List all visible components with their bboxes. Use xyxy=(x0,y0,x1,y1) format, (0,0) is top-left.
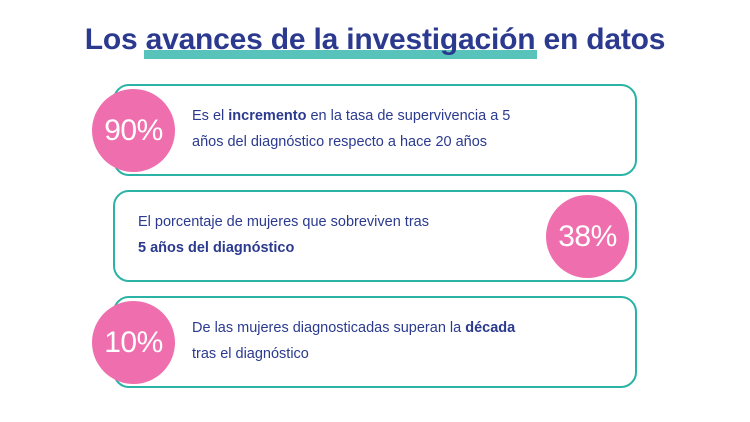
stat-card-1-line1-pre: Es el xyxy=(192,108,229,124)
stat-badge-2-value: 38% xyxy=(558,219,617,253)
stat-card-3-line2: tras el diagnóstico xyxy=(192,346,309,362)
stat-badge-1 xyxy=(92,89,175,172)
stat-card-2-text xyxy=(138,209,538,261)
stat-badge-2 xyxy=(546,195,629,278)
page-title-suffix: en datos xyxy=(535,23,666,56)
stat-card-3-line1-pre: De las mujeres diagnosticadas superan la xyxy=(192,320,466,336)
page-title-text xyxy=(85,20,666,60)
stat-card-2-line2-bold: 5 años del diagnóstico xyxy=(138,240,295,256)
stat-card-1-line2: años del diagnóstico respecto a hace 20 años xyxy=(192,134,488,150)
page-title-prefix: Los xyxy=(84,23,146,56)
page-title xyxy=(0,20,750,66)
stat-card-1-line1-bold: incremento xyxy=(228,108,307,124)
stat-badge-1-value: 90% xyxy=(104,113,163,147)
stat-badge-3-value: 10% xyxy=(104,325,163,359)
stat-card-3-line1-bold: década xyxy=(465,320,516,336)
page-title-highlight: avances de la investigación xyxy=(146,20,536,60)
stat-card-3-text xyxy=(192,315,612,367)
stat-card-2-line1: El porcentaje de mujeres que sobreviven tras xyxy=(138,214,429,230)
stat-card-1-line1-post: en la tasa de supervivencia a 5 xyxy=(306,108,511,124)
stat-badge-3 xyxy=(92,301,175,384)
stat-card-1-text xyxy=(192,103,612,155)
